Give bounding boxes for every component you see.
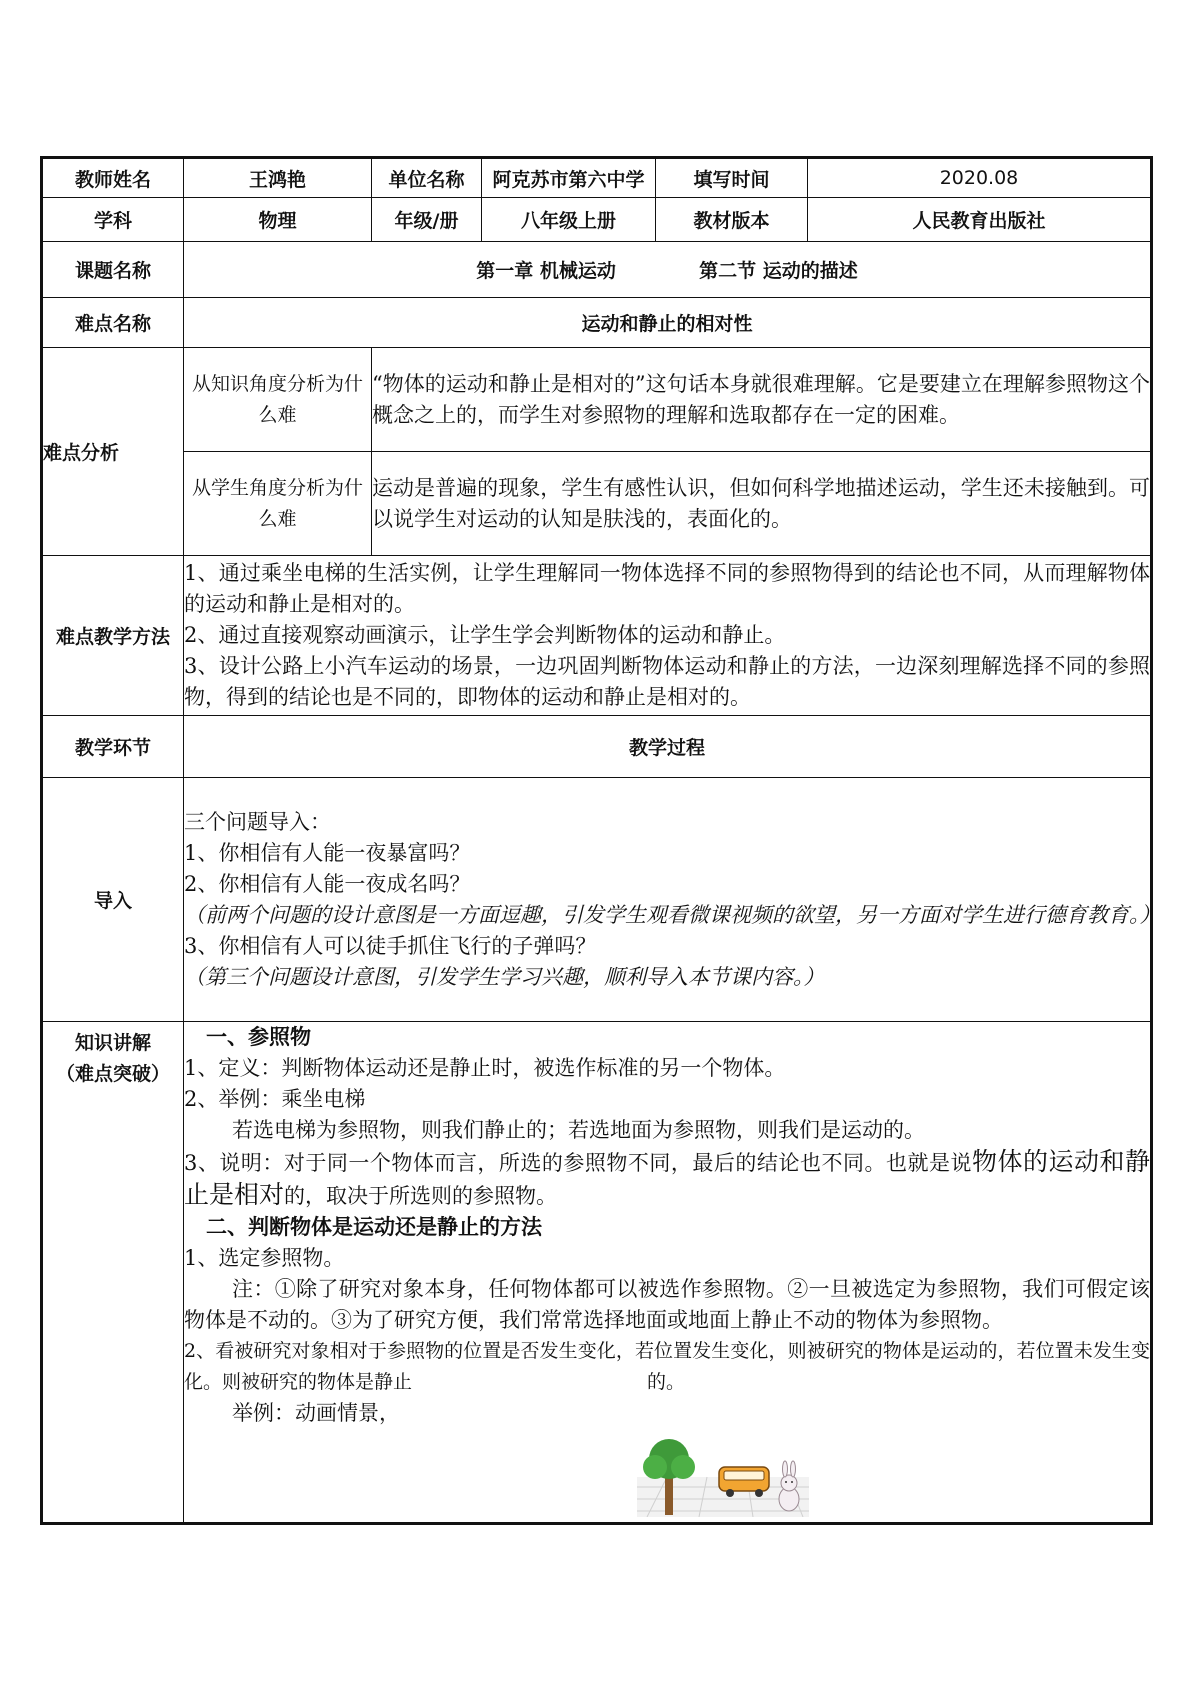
intro-line-4: （前两个问题的设计意图是一方面逗趣，引发学生观看微课视频的欲望，另一方面对学生进行德育教育。） xyxy=(184,902,1161,927)
lesson-plan-table xyxy=(40,156,1161,1525)
knowledge-p1: 1、定义：判断物体运动还是静止时，被选作标准的另一个物体。 xyxy=(184,1056,786,1080)
student-angle-label: 从学生角度分析为什么难 xyxy=(184,452,372,556)
difficulty-label: 难点名称 xyxy=(42,298,184,348)
topic-label: 课题名称 xyxy=(42,242,184,298)
knowledge-p6: 注：①除了研究对象本身，任何物体都可以被选作参照物。②一旦被选定为参照物，我们可假定该物体是不动的。③为了研究方便，我们常常选择地面或地面上静止不动的物体为参照物。 xyxy=(184,1277,1150,1332)
difficulty-value: 运动和静止的相对性 xyxy=(184,298,1152,348)
knowledge-p4-c: 的，取决于所选则的参照物。 xyxy=(284,1184,558,1208)
intro-line-6: （第三个问题设计意图，引发学生学习兴趣，顺利导入本节课内容。） xyxy=(184,964,825,989)
knowledge-angle-label: 从知识角度分析为什么难 xyxy=(184,348,372,452)
date-label: 填写时间 xyxy=(656,158,808,198)
intro-line-5: 3、你相信有人可以徒手抓住飞行的子弹吗？ xyxy=(184,933,597,958)
method-item-1: 1、通过乘坐电梯的生活实例，让学生理解同一物体选择不同的参照物得到的结论也不同，从而理解物体的运动和静止是相对的。 xyxy=(184,561,1150,616)
analysis-label: 难点分析 xyxy=(42,348,184,556)
knowledge-p4-emphasis: 物体的运动和静止是相对 xyxy=(184,1147,1150,1209)
topic-value xyxy=(184,242,1152,298)
method-text xyxy=(184,556,1152,716)
process-label: 教学过程 xyxy=(184,716,1152,778)
grade-label: 年级/册 xyxy=(372,198,482,242)
date-value: 2020.08 xyxy=(808,158,1152,198)
knowledge-label xyxy=(42,1022,184,1524)
topic-chapter: 第一章 机械运动 xyxy=(476,260,616,282)
student-angle-text: 运动是普遍的现象，学生有感性认识，但如何科学地描述运动，学生还未接触到。可以说学生对运动的认知是肤浅的，表面化的。 xyxy=(372,452,1152,556)
edition-label: 教材版本 xyxy=(656,198,808,242)
section-heading-2: 二、判断物体是运动还是静止的方法 xyxy=(206,1215,542,1239)
unit-value: 阿克苏市第六中学 xyxy=(482,158,656,198)
knowledge-p2: 2、举例：乘坐电梯 xyxy=(184,1087,366,1111)
edition-value: 人民教育出版社 xyxy=(808,198,1152,242)
intro-line-2: 1、你相信有人能一夜暴富吗？ xyxy=(184,840,471,865)
knowledge-p7 xyxy=(184,1336,1150,1398)
intro-label: 导入 xyxy=(42,778,184,1022)
knowledge-label-line-1: 知识讲解 xyxy=(74,1032,151,1054)
topic-section: 第二节 运动的描述 xyxy=(699,260,858,282)
rabbit-icon xyxy=(779,1461,799,1511)
knowledge-label-line-2: （难点突破） xyxy=(55,1063,170,1085)
teacher-value: 王鸿艳 xyxy=(184,158,372,198)
subject-label: 学科 xyxy=(42,198,184,242)
knowledge-p5: 1、选定参照物。 xyxy=(184,1246,345,1270)
method-item-3: 3、设计公路上小汽车运动的场景，一边巩固判断物体运动和静止的方法，一边深刻理解选择不同的参照物，得到的结论也是不同的，即物体的运动和静止是相对的。 xyxy=(184,654,1150,709)
knowledge-p3: 若选电梯为参照物，则我们静止的；若选地面为参照物，则我们是运动的。 xyxy=(232,1118,925,1142)
grade-value: 八年级上册 xyxy=(482,198,656,242)
intro-line-3: 2、你相信有人能一夜成名吗？ xyxy=(184,871,471,896)
method-item-2: 2、通过直接观察动画演示，让学生学会判断物体的运动和静止。 xyxy=(184,623,786,647)
method-label: 难点教学方法 xyxy=(42,556,184,716)
knowledge-p8: 举例：动画情景， xyxy=(232,1401,400,1425)
stage-label: 教学环节 xyxy=(42,716,184,778)
knowledge-p7-b: 的。 xyxy=(647,1371,686,1393)
unit-label: 单位名称 xyxy=(372,158,482,198)
animation-scene xyxy=(637,1437,809,1517)
subject-value: 物理 xyxy=(184,198,372,242)
knowledge-angle-text: “物体的运动和静止是相对的”这句话本身就很难理解。它是要建立在理解参照物这个概念之上的，而学生对参照物的理解和选取都存在一定的困难。 xyxy=(372,348,1152,452)
section-heading-1: 一、参照物 xyxy=(206,1025,311,1049)
knowledge-p4 xyxy=(184,1146,1150,1212)
knowledge-p4-a: 3、说明：对于同一个物体而言，所选的参照物不同，最后的结论也不同。也就是说 xyxy=(184,1151,972,1175)
intro-content xyxy=(184,778,1161,1022)
intro-line-1: 三个问题导入： xyxy=(184,809,331,834)
teacher-label: 教师姓名 xyxy=(42,158,184,198)
knowledge-p7-a: 2、看被研究对象相对于参照物的位置是否发生变化，若位置发生变化，则被研究的物体是运动的，若位置未发生变化。则被研究的物体是静止 xyxy=(184,1340,1150,1393)
